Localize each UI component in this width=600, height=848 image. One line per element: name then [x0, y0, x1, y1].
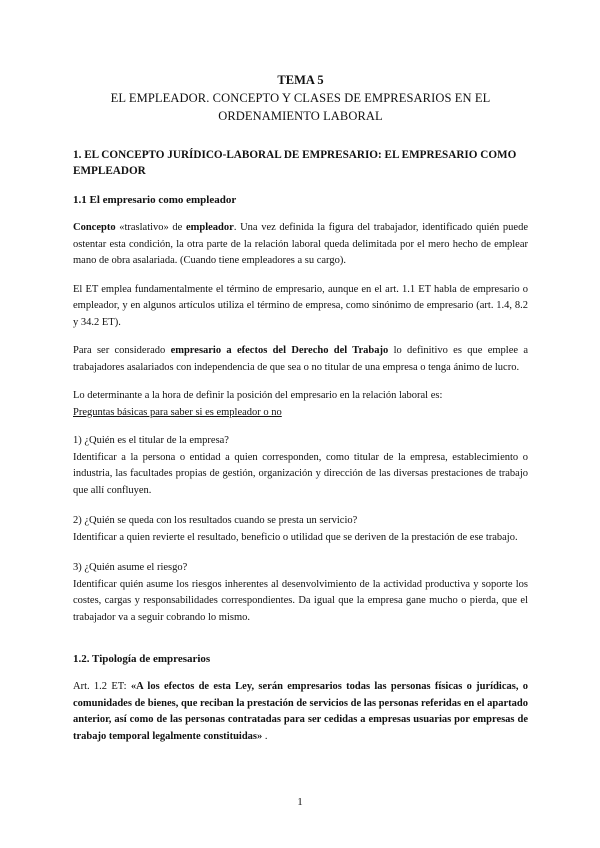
answer-3: Identificar quién asume los riesgos inherentes al desenvolvimiento de la actividad productiva y soporte los costes, cargas y responsabilidades correspondientes. Da igual que la empresa gane mucho o pierda, que el trabajador va a seguir cobrando lo mismo. [73, 578, 528, 623]
subsection-1-1-heading: 1.1 El empresario como empleador [73, 194, 237, 206]
question-2: 2) ¿Quién se queda con los resultados cuando se presta un servicio? [73, 515, 358, 526]
question-1: 1) ¿Quién es el titular de la empresa? [73, 435, 229, 446]
employer-term: empleador [185, 222, 234, 233]
labour-law-employer-paragraph [73, 343, 528, 376]
concept-text-2: . Una vez definida la figura del trabajador, identificado quién puede ostentar esta condición, la otra parte de la relación laboral queda delimitada por el mero hecho de emplear mano de obra asalariada. (Cuando tiene empleadores a su cargo). [73, 222, 528, 266]
answer-1: Identificar a la persona o entidad a quien corresponden, como titular de la empresa, establecimiento o industria, las facultades propias de gestión, organización y dirección de las diversas prestaciones de trabajo que allí confluyen. [73, 451, 528, 496]
chapter-subtitle-line1: EL EMPLEADOR. CONCEPTO Y CLASES DE EMPRESARIOS EN EL [110, 91, 491, 105]
answer-2: Identificar a quien revierte el resultado, beneficio o utilidad que se deriven de la prestación de ese trabajo. [73, 531, 518, 543]
concept-paragraph [73, 220, 528, 270]
concept-term: Concepto [73, 222, 116, 233]
article-quote: «A los efectos de esta Ley, serán empresarios todas las personas físicas o jurídicas, o comunidades de bienes, que reciban la prestación de servicios de las personas referidas en el apartado anterior, así como de las personas contratadas para ser cedidas a empresas usuarias por empresas de trabajo temporal legalmente constituidas» [73, 681, 529, 742]
basic-questions-heading: Preguntas básicas para saber si es empleador o no [73, 406, 282, 418]
article-reference: Art. 1.2 ET: [73, 681, 131, 692]
page-number: 1 [297, 796, 303, 808]
section-1-heading: 1. EL CONCEPTO JURÍDICO-LABORAL DE EMPRESARIO: EL EMPRESARIO COMO EMPLEADOR [73, 149, 517, 177]
labour-law-text-2: lo definitivo es que emplee a trabajadores asalariados con independencia de que sea o no titular de una empresa o tenga ánimo de lucro. [73, 345, 528, 373]
labour-law-term: empresario a efectos del Derecho del Trabajo [170, 345, 389, 356]
title-block [73, 72, 528, 125]
article-end: . [262, 730, 268, 742]
determinant-intro: Lo determinante a la hora de definir la posición del empresario en la relación laboral es: [73, 390, 443, 401]
subsection-1-2-heading: 1.2. Tipología de empresarios [73, 653, 211, 665]
article-1-2-paragraph [73, 679, 528, 745]
concept-text-1: «traslativo» de [115, 222, 186, 233]
labour-law-text-1: Para ser considerado [73, 345, 171, 356]
document-page [73, 72, 528, 757]
chapter-subtitle-line2: ORDENAMIENTO LABORAL [218, 109, 383, 123]
chapter-title: TEMA 5 [277, 73, 324, 87]
et-terminology-paragraph: El ET emplea fundamentalmente el término de empresario, aunque en el art. 1.1 ET habla de empresario o empleador, y en algunos artículos utiliza el término de empresa, como sinónimo de empresario (art. 1.4, 8.2 y 34.2 ET). [73, 283, 528, 328]
question-3: 3) ¿Quién asume el riesgo? [73, 562, 188, 573]
